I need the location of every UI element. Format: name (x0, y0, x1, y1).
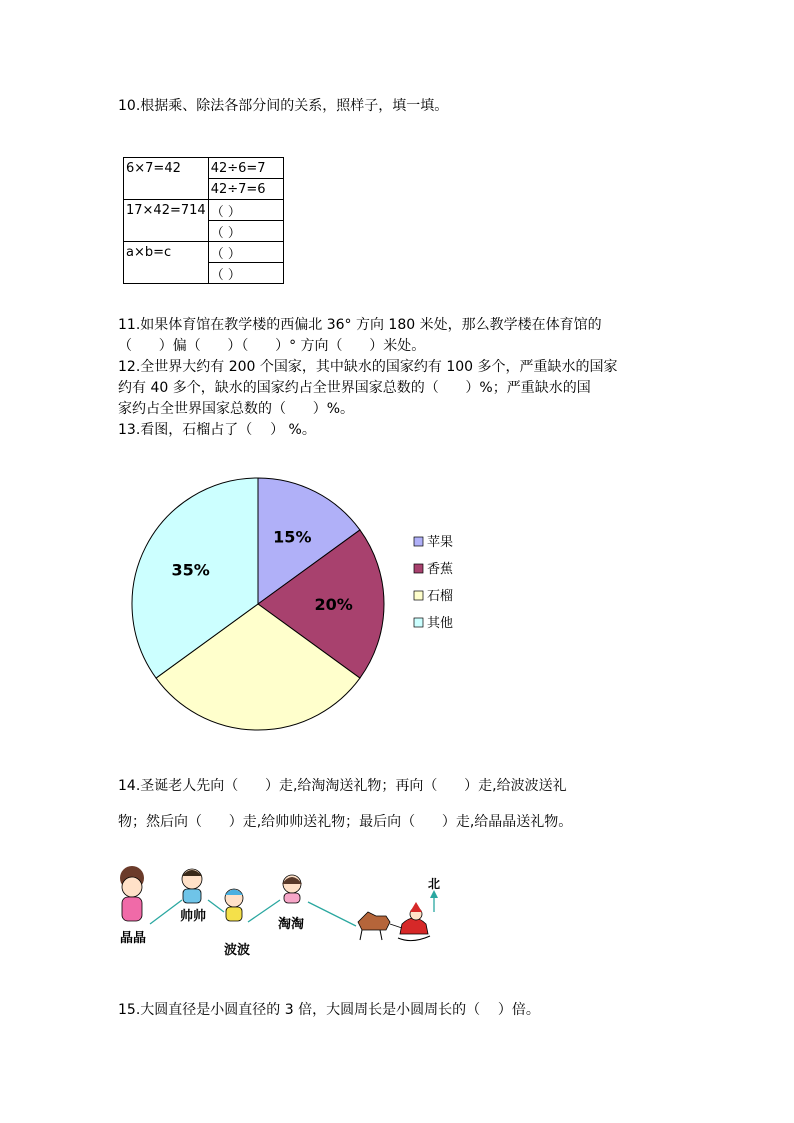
pie-data-label: 20% (314, 595, 353, 614)
route-line (208, 900, 224, 912)
question-10: 10.根据乘、除法各部分间的关系，照样子，填一填。 (118, 98, 449, 114)
question-11-line1: 11.如果体育馆在教学楼的西偏北 36° 方向 180 米处，那么教学楼在体育馆的 (118, 317, 602, 333)
pie-data-label: 35% (171, 560, 210, 580)
legend-swatch (414, 537, 423, 546)
question-13: 13.看图，石榴占了（ ） %。 (118, 422, 316, 438)
santa-route-illustration (110, 862, 450, 962)
answer-blank[interactable]: （ ） (208, 200, 283, 221)
legend-swatch (414, 618, 423, 627)
answer-blank[interactable]: （ ） (208, 242, 283, 263)
pie-legend (414, 535, 453, 631)
legend-swatch (414, 591, 423, 600)
table-cell: 42÷7=6 (208, 179, 283, 200)
answer-blank[interactable]: （ ） (208, 221, 283, 242)
question-14-line1: 14.圣诞老人先向（ ）走,给淘淘送礼物；再向（ ）走,给波波送礼 (118, 778, 567, 794)
table-cell: 42÷6=7 (208, 158, 283, 179)
legend-label: 苹果 (427, 535, 454, 550)
route-line (248, 900, 280, 922)
label-bobo: 波波 (224, 943, 251, 958)
bobo-figure-icon (225, 889, 243, 921)
legend-label: 石榴 (427, 589, 454, 604)
multiplication-division-table (123, 157, 284, 284)
table-cell-given: a×b=c (124, 242, 209, 284)
pie-data-label: 15% (273, 527, 312, 547)
question-12-line3: 家约占全世界国家总数的（ ）%。 (118, 401, 355, 417)
question-14-line2: 物；然后向（ ）走,给帅帅送礼物；最后向（ ）走,给晶晶送礼物。 (118, 814, 573, 830)
taotao-figure-icon (282, 875, 302, 903)
shuaishuai-figure-icon (182, 869, 202, 903)
label-taotao: 淘淘 (278, 917, 305, 932)
north-arrow-icon (430, 890, 438, 912)
label-shuaishuai: 帅帅 (180, 909, 207, 924)
question-12-line2: 约有 40 多个，缺水的国家约占全世界国家总数的（ ）%；严重缺水的国 (118, 380, 591, 396)
question-15: 15.大圆直径是小圆直径的 3 倍，大圆周长是小圆周长的（ ）倍。 (118, 1002, 540, 1018)
route-line (308, 902, 356, 926)
legend-label: 香蕉 (427, 562, 454, 577)
santa-sleigh-icon (358, 902, 430, 941)
question-11-line2: （ ）偏（ ）（ ）° 方向（ ）米处。 (118, 338, 426, 354)
label-jingjing: 晶晶 (120, 931, 147, 946)
fruit-pie-chart (118, 466, 478, 736)
table-cell-given: 17×42=714 (124, 200, 209, 242)
legend-label: 其他 (427, 616, 454, 631)
table-cell-example: 6×7=42 (124, 158, 209, 200)
route-line (150, 900, 182, 924)
question-12-line1: 12.全世界大约有 200 个国家，其中缺水的国家约有 100 多个，严重缺水的国家 (118, 359, 618, 375)
legend-swatch (414, 564, 423, 573)
label-north: 北 (428, 877, 441, 891)
answer-blank[interactable]: （ ） (208, 263, 283, 284)
jingjing-figure-icon (120, 866, 144, 921)
